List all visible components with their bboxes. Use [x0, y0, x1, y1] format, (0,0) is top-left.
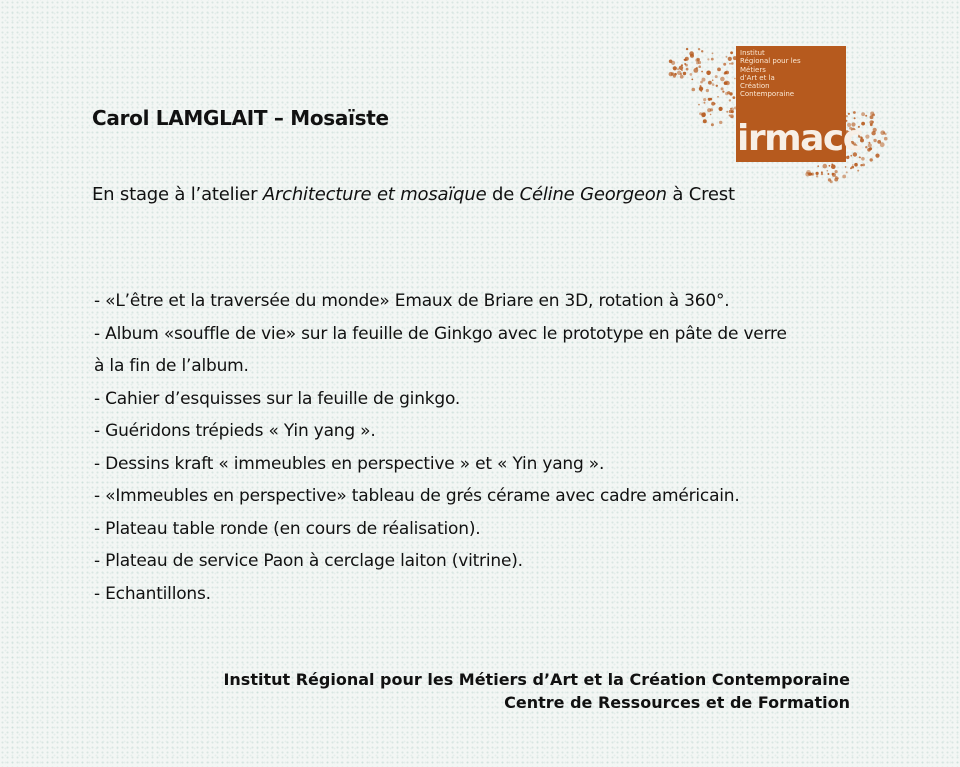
logo-caption-line: Métiers [740, 65, 766, 74]
list-item [94, 383, 884, 416]
intro-before: En stage à l’atelier [92, 184, 263, 205]
list-item-text: - Plateau table ronde (en cours de réalisation). [94, 518, 481, 539]
institution-footer [223, 668, 850, 714]
intro-line [92, 184, 735, 205]
list-item [94, 578, 884, 611]
footer-subtitle: Centre de Ressources et de Formation [504, 693, 850, 712]
list-item [94, 448, 884, 481]
logo-caption-line: Institut [740, 49, 765, 57]
intro-middle: de [486, 184, 520, 205]
logo-caption-line: d’Art et la [740, 73, 775, 82]
intro-after: à Crest [666, 184, 735, 205]
irmacc-logo [665, 38, 890, 183]
list-item-text: - Cahier d’esquisses sur la feuille de ginkgo. [94, 388, 461, 409]
list-item-text: - Guéridons trépieds « Yin yang ». [94, 421, 376, 441]
page-title: Carol LAMGLAIT – Mosaïste [92, 106, 389, 130]
logo-block [736, 46, 863, 162]
list-item [94, 285, 884, 318]
logo-caption-line: Régional pour les [740, 57, 801, 66]
list-item-text: - Plateau de service Paon à cerclage laiton (vitrine). [94, 551, 523, 571]
works-list [94, 285, 884, 610]
list-item [94, 318, 884, 383]
list-item-text: - «L’être et la traversée du monde» Emaux de Briare en 3D, rotation à 360°. [94, 291, 730, 311]
list-item-text: - Album «souffle de vie» sur la feuille de Ginkgo avec le prototype en pâte de verre [94, 323, 787, 344]
logo-caption [740, 49, 801, 99]
logo-wordmark: irmacc [737, 118, 863, 159]
artist-name: Céline Georgeon [519, 184, 667, 205]
list-item-text: - Dessins kraft « immeubles en perspective » et « Yin yang ». [94, 453, 605, 474]
list-item-text: - «Immeubles en perspective» tableau de grés cérame avec cadre américain. [94, 486, 740, 506]
list-item [94, 480, 884, 513]
atelier-name: Architecture et mosaïque [262, 184, 487, 205]
list-item-text: - Echantillons. [94, 583, 211, 604]
list-item [94, 415, 884, 448]
logo-caption-line: Contemporaine [740, 90, 795, 99]
list-item [94, 513, 884, 546]
footer-institution-name: Institut Régional pour les Métiers d’Art et la Création Contemporaine [223, 670, 850, 689]
list-item-continuation: à la fin de l’album. [94, 356, 249, 376]
list-item [94, 545, 884, 578]
logo-caption-line: Création [740, 82, 770, 91]
